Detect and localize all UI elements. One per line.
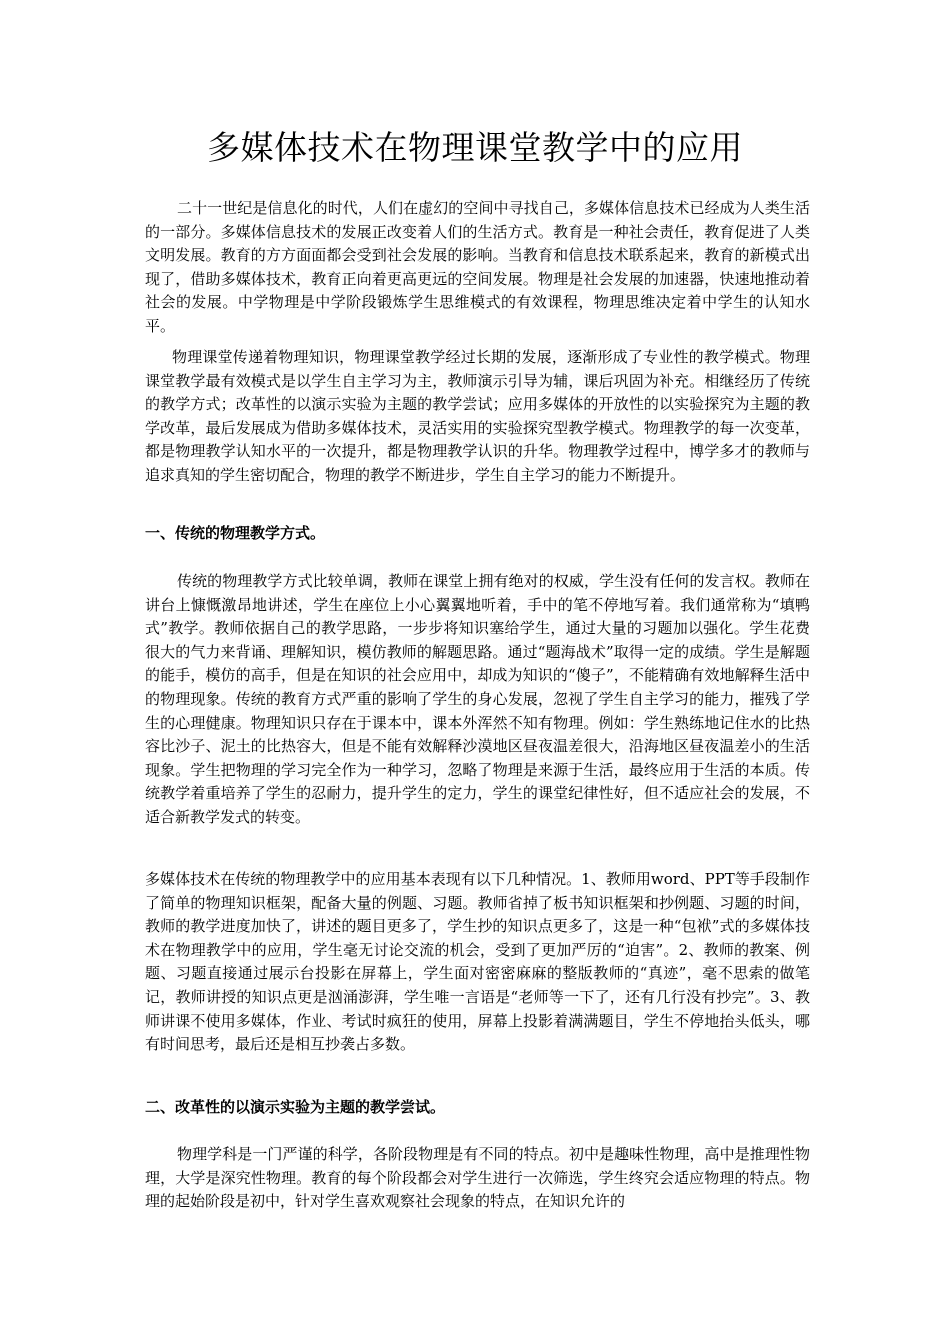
paragraph-multimedia-application: 多媒体技术在传统的物理教学中的应用基本表现有以下几种情况。1、教师用word、PPT等手段制作了简单的物理知识框架，配备大量的例题、习题。教师省掉了板书知识框架和抄例题、习题的时间，教师的教学进度加快了，讲述的题目更多了，学生抄的知识点更多了，这是一种“包袱”式的多媒体技术在物理教学中的应用，学生毫无讨论交流的机会，受到了更加严厉的“迫害”。2、教师的教案、例题、习题直接通过展示台投影在屏幕上，学生面对密密麻麻的整版教师的“真迹”，毫不思索的做笔记，教师讲授的知识点更是汹涌澎湃，学生唯一言语是“老师等一下了，还有几行没有抄完”。3、教师讲课不使用多媒体，作业、考试时疯狂的使用，屏幕上投影着满满题目，学生不停地抬头低头，哪有时间思考，最后还是相互抄袭占多数。 [145, 870, 810, 1054]
section-heading-reform: 二、改革性的以演示实验为主题的教学尝试。 [145, 1098, 446, 1116]
paragraph-intro: 二十一世纪是信息化的时代，人们在虚幻的空间中寻找自己，多媒体信息技术已经成为人类生活的一部分。多媒体信息技术的发展正改变着人们的生活方式。教育是一种社会责任，教育促进了人类文明发展。教育的方方面面都会受到社会发展的影响。当教育和信息技术联系起来，教育的新模式出现了，借助多媒体技术，教育正向着更高更远的空间发展。物理是社会发展的加速器，快速地推动着社会的发展。中学物理是中学阶段锻炼学生思维模式的有效课程，物理思维决定着中学生的认知水平。 [145, 199, 810, 335]
paragraph-physics-discipline: 物理学科是一门严谨的科学，各阶段物理是有不同的特点。初中是趣味性物理，高中是推理性物理，大学是深究性物理。教育的每个阶段都会对学生进行一次筛选，学生终究会适应物理的特点。物理的起始阶段是初中，针对学生喜欢观察社会现象的特点，在知识允许的 [145, 1145, 810, 1211]
paragraph-traditional-teaching: 传统的物理教学方式比较单调，教师在课堂上拥有绝对的权威，学生没有任何的发言权。教师在讲台上慷慨激昂地讲述，学生在座位上小心翼翼地听着，手中的笔不停地写着。我们通常称为“填鸭式”教学。教师依据自己的教学思路，一步步将知识塞给学生，通过大量的习题加以强化。学生花费很大的气力来背诵、理解知识，模仿教师的解题思路。通过“题海战术”取得一定的成绩。学生是解题的能手，模仿的高手，但是在知识的社会应用中，却成为知识的“傻子”，不能精确有效地解释生活中的物理现象。传统的教育方式严重的影响了学生的身心发展，忽视了学生自主学习的能力，摧残了学生的心理健康。物理知识只存在于课本中，课本外浑然不知有物理。例如：学生熟练地记住水的比热容比沙子、泥土的比热容大，但是不能有效解释沙漠地区昼夜温差很大，沿海地区昼夜温差小的生活现象。学生把物理的学习完全作为一种学习，忽略了物理是来源于生活，最终应用于生活的本质。传统教学着重培养了学生的忍耐力，提升学生的定力，学生的课堂纪律性好，但不适应社会的发展，不适合新教学发式的转变。 [145, 572, 810, 826]
paragraph-classroom-teaching: 物理课堂传递着物理知识，物理课堂教学经过长期的发展，逐渐形成了专业性的教学模式。物理课堂教学最有效模式是以学生自主学习为主，教师演示引导为辅，课后巩固为补充。相继经历了传统的教学方式；改革性的以演示实验为主题的教学尝试；应用多媒体的开放性的以实验探究为主题的教学改革，最后发展成为借助多媒体技术，灵活实用的实验探究型教学模式。物理教学的每一次变革，都是物理教学认知水平的一次提升，都是物理教学认识的升华。物理教学过程中，博学多才的教师与追求真知的学生密切配合，物理的教学不断进步，学生自主学习的能力不断提升。 [145, 348, 810, 484]
section-heading-traditional: 一、传统的物理教学方式。 [145, 524, 326, 542]
document-title: 多媒体技术在物理课堂教学中的应用 [207, 128, 743, 167]
